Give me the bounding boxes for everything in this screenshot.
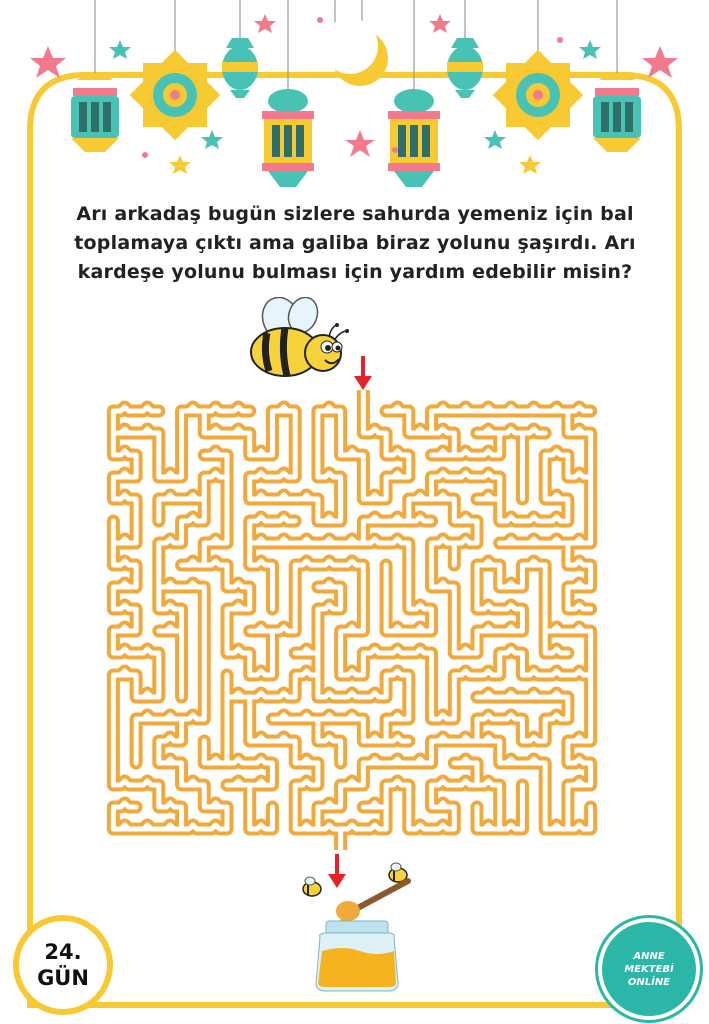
instructions-line: toplamaya çıktı ama galiba biraz yolunu şaşırdı. Arı	[74, 232, 636, 254]
instructions-line: kardeşe yolunu bulması için yardım edebilir misin?	[77, 261, 633, 283]
down-arrow-icon	[351, 354, 375, 394]
lantern-icon	[71, 73, 119, 152]
lantern-icon	[388, 89, 440, 187]
brand-line: MEKTEBİ	[624, 963, 674, 975]
honey-jar-icon	[290, 855, 430, 995]
instructions-line: Arı arkadaş bugün sizlere sahurda yemeniz için bal	[76, 203, 634, 225]
star-icon	[169, 155, 541, 174]
day-badge	[13, 915, 113, 1015]
lantern-icon	[593, 73, 641, 152]
maze-corridors	[113, 390, 590, 850]
ramadan-decorations	[0, 0, 709, 210]
lantern-icon	[222, 38, 258, 98]
lantern-icon	[262, 89, 314, 187]
bee-icon	[245, 297, 355, 385]
brand-line: ONLİNE	[627, 976, 671, 988]
day-number: 24.	[44, 940, 82, 964]
instructions-text	[60, 200, 650, 287]
lantern-icon	[447, 38, 483, 98]
brand-line: ANNE	[633, 950, 665, 962]
honeycomb-maze[interactable]	[92, 390, 612, 850]
day-label: GÜN	[37, 966, 89, 990]
crescent-moon-icon	[322, 18, 388, 86]
brand-logo	[598, 918, 700, 1020]
ornament-icon	[493, 50, 584, 141]
ornament-icon	[130, 50, 221, 141]
